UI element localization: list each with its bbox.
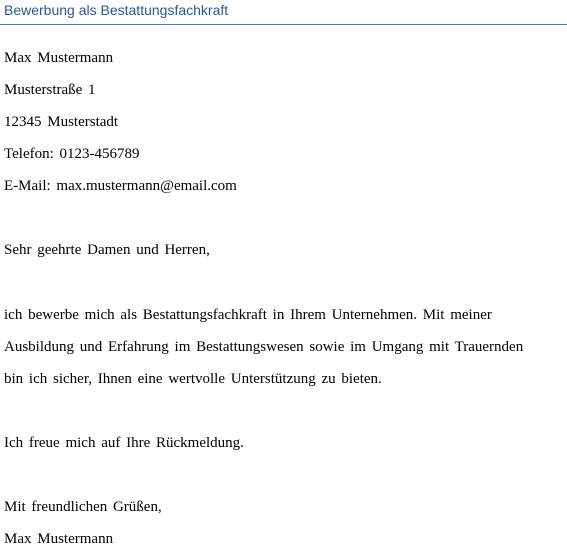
document-header bbox=[0, 0, 567, 25]
body-line-3: bin ich sicher, Ihnen eine wertvolle Unterstützung zu bieten. bbox=[4, 371, 382, 387]
body-line-2: Ausbildung und Erfahrung im Bestattungswesen sowie im Umgang mit Trauernden bbox=[4, 339, 524, 355]
sender-city: 12345 Musterstadt bbox=[4, 114, 119, 130]
signature-name: Max Mustermann bbox=[4, 531, 114, 547]
sender-name: Max Mustermann bbox=[4, 50, 114, 66]
body-line-1: ich bewerbe mich als Bestattungsfachkraft in Ihrem Unternehmen. Mit meiner bbox=[4, 307, 492, 323]
document-title: Bewerbung als Bestattungsfachkraft bbox=[4, 2, 229, 18]
sender-street: Musterstraße 1 bbox=[4, 82, 96, 98]
sender-email: E-Mail: max.mustermann@email.com bbox=[4, 178, 237, 194]
sender-phone: Telefon: 0123-456789 bbox=[4, 146, 140, 162]
salutation: Sehr geehrte Damen und Herren, bbox=[4, 242, 210, 258]
closing-greeting: Mit freundlichen Grüßen, bbox=[4, 499, 162, 515]
closing-sentence: Ich freue mich auf Ihre Rückmeldung. bbox=[4, 435, 244, 451]
